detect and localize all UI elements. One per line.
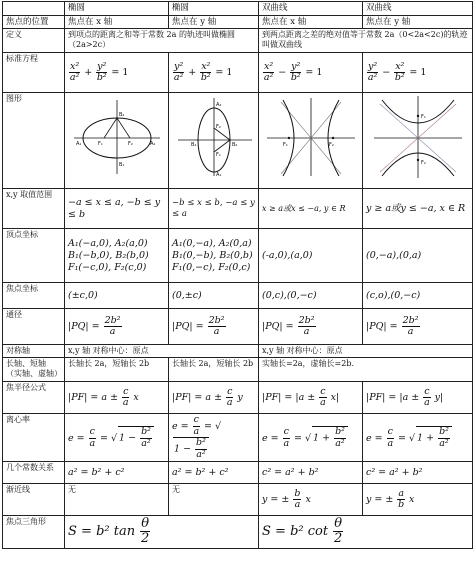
constants-label: 几个常数关系 bbox=[3, 462, 65, 484]
latus-1: |PQ| = $\frac{\text{2b²}}{a}$ bbox=[65, 309, 169, 345]
hyperbola-definition: 到两点距离之差的绝对值等于常数 2a（0<2a<2c)的轨迹叫做双曲线 bbox=[259, 29, 473, 53]
vertex-b-x: B₁(−b,0), B₂(b,0) bbox=[68, 249, 149, 261]
figure-ellipse-y bbox=[169, 93, 259, 189]
vertex-ellipse-y bbox=[169, 229, 259, 283]
symmetry-hyperbola: x,y 轴 对称中心：原点 bbox=[259, 345, 473, 358]
range-label: x,y 取值范围 bbox=[3, 189, 65, 229]
asym-3: y = ± $\frac{b}{a}$ x bbox=[259, 484, 363, 516]
focus-on-x-hyperbola: 焦点在 x 轴 bbox=[259, 15, 363, 29]
figure-ellipse-x bbox=[65, 93, 169, 189]
vertex-a-y: A₁(0,−a), A₂(0,a) bbox=[172, 237, 252, 249]
a2-label: A₂ bbox=[149, 141, 155, 148]
b1-label: B₁ bbox=[118, 162, 124, 169]
b2-label-y: B₂ bbox=[232, 142, 238, 149]
asymptote-label: 渐近线 bbox=[3, 484, 65, 516]
a1-label-y: A₁ bbox=[216, 172, 222, 179]
radius-hyperbola-y: |PF| = |a ± $\frac{c}{a}$ y| bbox=[363, 382, 473, 414]
focus-on-y-ellipse: 焦点在 y 轴 bbox=[169, 15, 259, 29]
range-hyperbola-x: x ≥ a或x ≤ −a, y ∈ R bbox=[262, 203, 346, 213]
triangle-ellipse: S = b² tan $\frac{\theta}{2}$ bbox=[65, 516, 259, 549]
focus-hyperbola-x: (0,c),(0,−c) bbox=[262, 289, 317, 301]
focus-label: 焦点坐标 bbox=[3, 283, 65, 309]
ecc-4: e = $\frac{c}{a}$ = √ 1 + $\frac{\text{b²}}{\text{a²}}$ bbox=[363, 414, 473, 462]
ecc-2: e = $\frac{c}{a}$ = √1 − $\frac{\text{b²}}{\text{a²}}$ bbox=[169, 414, 259, 462]
asym-4: y = ± $\frac{a}{b}$ x bbox=[363, 484, 473, 516]
range-ellipse-y: −b ≤ x ≤ b, −a ≤ y ≤ a bbox=[172, 198, 255, 219]
latus-label: 通径 bbox=[3, 309, 65, 345]
axes-ellipse-y: 长轴长 2a，短轴长 2b bbox=[169, 358, 259, 382]
focus-ellipse-x: (±c,0) bbox=[68, 289, 98, 301]
b1-label-y: B₁ bbox=[191, 142, 197, 149]
symmetry-label: 对称轴 bbox=[3, 345, 65, 358]
range-ellipse-x: −a ≤ x ≤ a, −b ≤ y ≤ b bbox=[68, 196, 161, 220]
vertex-label: 顶点坐标 bbox=[3, 229, 65, 283]
const-1: a² = b² + c² bbox=[65, 462, 169, 484]
focus-on-x-ellipse: 焦点在 x 轴 bbox=[65, 15, 169, 29]
vertex-hyperbola-y: (0,−a),(0,a) bbox=[366, 249, 422, 261]
vertex-b-y: B₁(0,−b), B₂(0,b) bbox=[172, 249, 253, 261]
const-2: a² = b² + c² bbox=[169, 462, 259, 484]
equation-hyperbola-y: $\frac{\text{y²}}{\text{a²}}$ − $\frac{\text{x²}}{\text{b²}}$ = 1 bbox=[363, 53, 473, 93]
definition-label: 定义 bbox=[3, 29, 65, 53]
f1-label-hx: F₁ bbox=[282, 142, 288, 149]
ecc-3: e = $\frac{c}{a}$ = √ 1 + $\frac{\text{b²}}{\text{a²}}$ bbox=[259, 414, 363, 462]
f2-label-hx: F₂ bbox=[328, 142, 334, 149]
const-3: c² = a² + b² bbox=[259, 462, 363, 484]
equation-ellipse-y: $\frac{\text{y²}}{\text{a²}}$ + $\frac{\text{x²}}{\text{b²}}$ = 1 bbox=[169, 53, 259, 93]
axes-label: 长轴、短轴（实轴、虚轴） bbox=[3, 358, 65, 382]
type-hyperbola-1: 双曲线 bbox=[259, 2, 363, 16]
vertex-a-x: A₁(−a,0), A₂(a,0) bbox=[68, 237, 148, 249]
vertex-hyperbola-x: (-a,0),(a,0) bbox=[262, 249, 313, 261]
focus-on-y-hyperbola: 焦点在 y 轴 bbox=[363, 15, 473, 29]
const-4: c² = a² + b² bbox=[363, 462, 473, 484]
axes-ellipse-x: 长轴长 2a，短轴长 2b bbox=[65, 358, 169, 382]
f2-label-y: F₂ bbox=[216, 124, 221, 131]
triangle-label: 焦点三角形 bbox=[3, 516, 65, 549]
f1-label: F₁ bbox=[97, 141, 103, 148]
axes-hyperbola: 实轴长=2a，虚轴长=2b. bbox=[259, 358, 473, 382]
triangle-hyperbola: S = b² cot $\frac{\theta}{2}$ bbox=[259, 516, 473, 549]
latus-4: |PQ| = $\frac{\text{2b²}}{a}$ bbox=[363, 309, 473, 345]
type-hyperbola-2: 双曲线 bbox=[363, 2, 473, 16]
b2-label: B₂ bbox=[118, 112, 124, 119]
range-hyperbola-y: y ≥ a或y ≤ −a, x ∈ R bbox=[366, 202, 466, 214]
conic-sections-table bbox=[2, 1, 473, 549]
figure-hyperbola-x bbox=[259, 93, 363, 189]
type-ellipse-1: 椭圆 bbox=[65, 2, 169, 16]
latus-2: |PQ| = $\frac{\text{2b²}}{a}$ bbox=[169, 309, 259, 345]
eccentricity-label: 离心率 bbox=[3, 414, 65, 462]
equation-ellipse-x: $\frac{\text{x²}}{\text{a²}}$ + $\frac{\text{y²}}{\text{b²}}$ = 1 bbox=[65, 53, 169, 93]
asym-1: 无 bbox=[65, 484, 169, 516]
type-ellipse-2: 椭圆 bbox=[169, 2, 259, 16]
radius-hyperbola-x: |PF| = |a ± $\frac{c}{a}$ x| bbox=[259, 382, 363, 414]
asym-2: 无 bbox=[169, 484, 259, 516]
figure-hyperbola-y bbox=[363, 93, 473, 189]
vertex-ellipse-x bbox=[65, 229, 169, 283]
f2-label: F₂ bbox=[127, 141, 133, 148]
focus-hyperbola-y: (c,o),(0,−c) bbox=[366, 289, 421, 301]
focus-position-label: 焦点的位置 bbox=[3, 15, 65, 29]
ellipse-definition: 到项点的距离之和等于常数 2a 的轨迹叫做椭圆（2a>2c） bbox=[65, 29, 259, 53]
equation-hyperbola-x: $\frac{\text{x²}}{\text{a²}}$ − $\frac{\text{y²}}{\text{b²}}$ = 1 bbox=[259, 53, 363, 93]
ecc-1: e = $\frac{c}{a}$ = √ 1 − $\frac{\text{b²}}{\text{a²}}$ bbox=[65, 414, 169, 462]
radius-label: 焦半径公式 bbox=[3, 382, 65, 414]
radius-ellipse-y: |PF| = a ± $\frac{c}{a}$ y bbox=[169, 382, 259, 414]
a1-label: A₁ bbox=[75, 141, 81, 148]
symmetry-ellipse: x,y 轴 对称中心：原点 bbox=[65, 345, 259, 358]
radius-ellipse-x: |PF| = a ± $\frac{c}{a}$ x bbox=[65, 382, 169, 414]
figure-label: 图形 bbox=[3, 93, 65, 189]
vertex-f-x: F₁(−c,0), F₂(c,0) bbox=[68, 261, 147, 273]
vertex-f-y: F₁(0,−c), F₂(0,c) bbox=[172, 261, 251, 273]
corner-cell bbox=[3, 2, 65, 16]
focus-ellipse-y: (0,±c) bbox=[172, 289, 202, 301]
f1-label-y: F₁ bbox=[216, 152, 221, 159]
a2-label-y: A₂ bbox=[216, 102, 222, 109]
radius-hx-prefix: |PF| bbox=[262, 392, 282, 404]
latus-3: |PQ| = $\frac{\text{2b²}}{a}$ bbox=[259, 309, 363, 345]
f1-label-hy: F₁ bbox=[420, 114, 426, 121]
f2-label-hy: F₂ bbox=[420, 160, 426, 167]
equation-label: 标准方程 bbox=[3, 53, 65, 93]
